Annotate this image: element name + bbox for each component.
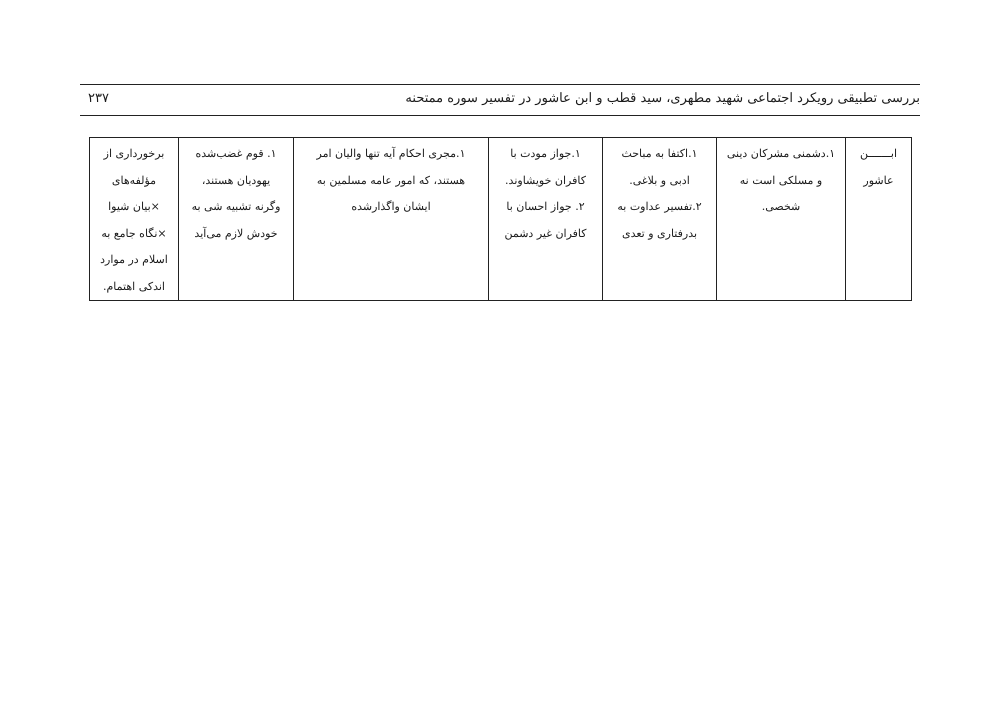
cell-line: ۱.دشمنی مشرکان دینی bbox=[726, 147, 836, 160]
cell-line: خودش لازم می‌آید bbox=[194, 226, 278, 240]
table-cell-author bbox=[846, 138, 912, 301]
comparison-table-wrapper bbox=[89, 137, 911, 301]
table-cell-wrath bbox=[179, 138, 294, 301]
cell-line: اندکی اهتمام. bbox=[103, 279, 165, 293]
cell-line: یهودیان هستند، bbox=[201, 173, 271, 187]
running-header bbox=[80, 84, 920, 116]
cell-line: کافران غیر دشمن bbox=[504, 226, 587, 240]
cell-line: ایشان واگذارشده bbox=[351, 200, 431, 213]
cell-line: ×نگاه جامع به bbox=[101, 226, 167, 240]
table-cell-features bbox=[90, 138, 179, 301]
cell-line: ادبی و بلاغی. bbox=[629, 173, 690, 187]
running-header-title: بررسی تطبیقی رویکرد اجتماعی شهید مطهری، سید قطب و ابن عاشور در تفسیر سوره ممتحنه bbox=[405, 91, 920, 106]
cell-line: بدرفتاری و تعدی bbox=[621, 226, 698, 240]
table-cell-enmity bbox=[717, 138, 846, 301]
cell-line: ۱.اکتفا به مباحث bbox=[621, 147, 698, 160]
cell-line: وگرنه تشبیه شی به bbox=[191, 200, 281, 213]
cell-line: و مسلکی است نه bbox=[739, 173, 823, 187]
table-cell-rulers bbox=[294, 138, 489, 301]
cell-line: ۲. جواز احسان با bbox=[506, 200, 585, 213]
table-cell-literary bbox=[603, 138, 717, 301]
table-row bbox=[90, 138, 912, 301]
cell-line: ۱.جواز مودت با bbox=[510, 147, 581, 160]
cell-line: هستند، که امور عامه مسلمین به bbox=[316, 173, 466, 187]
cell-line: ۱.مجری احکام آیه تنها والیان امر bbox=[316, 147, 466, 160]
comparison-table bbox=[89, 137, 912, 301]
cell-line: اسلام در موارد bbox=[100, 253, 168, 266]
page-number: ۲۳۷ bbox=[88, 91, 109, 106]
cell-line: ۱. قوم غضب‌شده bbox=[195, 147, 277, 160]
cell-line: ۲.تفسیر عداوت به bbox=[617, 200, 702, 213]
cell-line: برخورداری از bbox=[103, 147, 165, 160]
cell-line: ابـــــــن bbox=[859, 147, 898, 160]
cell-line: کافران خویشاوند. bbox=[505, 173, 586, 187]
cell-line: عاشور bbox=[863, 173, 894, 187]
cell-line: شخصی. bbox=[761, 200, 801, 213]
cell-line: مؤلفه‌های bbox=[111, 173, 157, 187]
cell-line: ×بیان شیوا bbox=[108, 200, 160, 213]
table-cell-affection bbox=[489, 138, 603, 301]
